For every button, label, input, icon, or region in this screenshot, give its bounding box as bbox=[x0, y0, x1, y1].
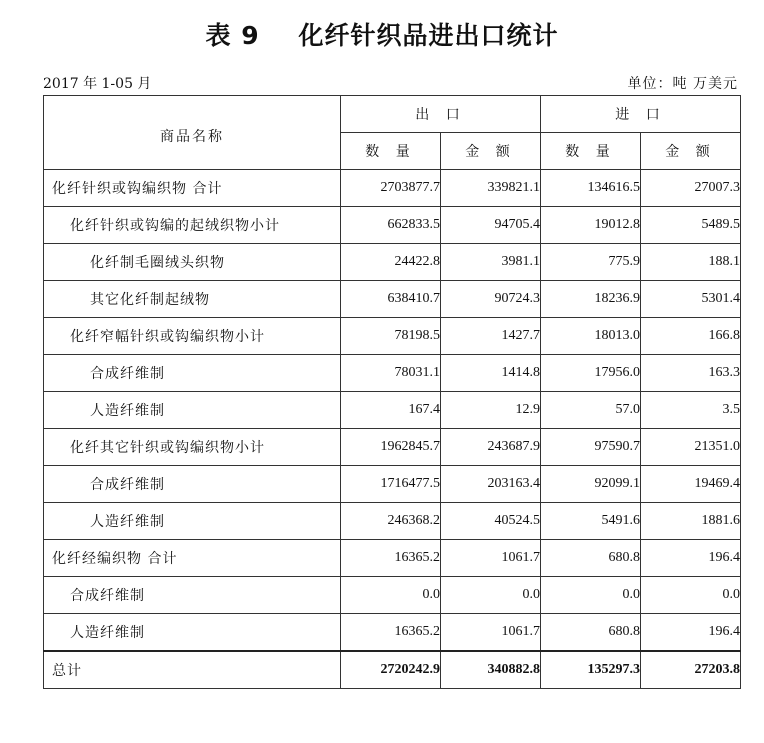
cell-export-amount: 1414.8 bbox=[441, 355, 541, 392]
header-row-groups bbox=[44, 96, 741, 133]
table-row bbox=[44, 355, 741, 392]
cell-import-amount: 27203.8 bbox=[641, 651, 741, 689]
cell-import-quantity: 135297.3 bbox=[541, 651, 641, 689]
cell-import-amount: 5489.5 bbox=[641, 207, 741, 244]
cell-import-quantity: 134616.5 bbox=[541, 170, 641, 207]
cell-import-quantity: 57.0 bbox=[541, 392, 641, 429]
cell-export-quantity: 246368.2 bbox=[341, 503, 441, 540]
cell-export-amount: 339821.1 bbox=[441, 170, 541, 207]
table-row bbox=[44, 281, 741, 318]
page-title: 表 9 化纤针织品进出口统计 bbox=[205, 21, 559, 50]
cell-import-quantity: 775.9 bbox=[541, 244, 641, 281]
cell-import-quantity: 680.8 bbox=[541, 540, 641, 577]
cell-import-amount: 188.1 bbox=[641, 244, 741, 281]
cell-import-quantity: 0.0 bbox=[541, 577, 641, 614]
row-name-cell: 化纤针织或钩编织物 合计 bbox=[44, 170, 341, 207]
table-row bbox=[44, 614, 741, 652]
cell-export-quantity: 662833.5 bbox=[341, 207, 441, 244]
row-name-cell: 化纤窄幅针织或钩编织物小计 bbox=[44, 318, 341, 355]
cell-import-quantity: 680.8 bbox=[541, 614, 641, 652]
cell-import-amount: 196.4 bbox=[641, 540, 741, 577]
cell-export-amount: 90724.3 bbox=[441, 281, 541, 318]
row-name-cell: 合成纤维制 bbox=[44, 355, 341, 392]
cell-export-quantity: 78198.5 bbox=[341, 318, 441, 355]
cell-export-quantity: 2720242.9 bbox=[341, 651, 441, 689]
table-row bbox=[44, 429, 741, 466]
column-header-name: 商品名称 bbox=[44, 96, 341, 170]
cell-import-quantity: 17956.0 bbox=[541, 355, 641, 392]
cell-import-amount: 27007.3 bbox=[641, 170, 741, 207]
column-header-import-quantity: 数 量 bbox=[541, 133, 641, 170]
column-header-import-amount: 金 额 bbox=[641, 133, 741, 170]
cell-export-quantity: 16365.2 bbox=[341, 614, 441, 652]
cell-export-quantity: 0.0 bbox=[341, 577, 441, 614]
cell-import-amount: 3.5 bbox=[641, 392, 741, 429]
cell-export-amount: 203163.4 bbox=[441, 466, 541, 503]
cell-import-amount: 166.8 bbox=[641, 318, 741, 355]
column-group-import: 进 口 bbox=[541, 96, 741, 133]
cell-import-quantity: 5491.6 bbox=[541, 503, 641, 540]
row-name-cell: 其它化纤制起绒物 bbox=[44, 281, 341, 318]
row-name-cell: 化纤针织或钩编的起绒织物小计 bbox=[44, 207, 341, 244]
column-group-export: 出 口 bbox=[341, 96, 541, 133]
cell-export-amount: 1061.7 bbox=[441, 540, 541, 577]
cell-export-quantity: 638410.7 bbox=[341, 281, 441, 318]
column-header-export-amount: 金 额 bbox=[441, 133, 541, 170]
unit-label: 单位：吨 万美元 bbox=[627, 76, 738, 92]
table-row bbox=[44, 207, 741, 244]
cell-export-quantity: 78031.1 bbox=[341, 355, 441, 392]
table-row bbox=[44, 244, 741, 281]
table-body bbox=[44, 170, 741, 689]
table-row bbox=[44, 540, 741, 577]
table-row bbox=[44, 318, 741, 355]
report-period: 2017 年 1-05 月 bbox=[43, 76, 152, 92]
cell-import-amount: 163.3 bbox=[641, 355, 741, 392]
cell-export-amount: 94705.4 bbox=[441, 207, 541, 244]
row-name-cell: 化纤其它针织或钩编织物小计 bbox=[44, 429, 341, 466]
row-name-cell: 人造纤维制 bbox=[44, 392, 341, 429]
table-row-total bbox=[44, 651, 741, 689]
cell-export-amount: 12.9 bbox=[441, 392, 541, 429]
table-row bbox=[44, 392, 741, 429]
row-name-cell: 总计 bbox=[44, 651, 341, 689]
column-header-export-quantity: 数 量 bbox=[341, 133, 441, 170]
cell-import-quantity: 19012.8 bbox=[541, 207, 641, 244]
cell-import-amount: 21351.0 bbox=[641, 429, 741, 466]
trade-statistics-table bbox=[43, 95, 741, 689]
row-name-cell: 化纤经编织物 合计 bbox=[44, 540, 341, 577]
row-name-cell: 合成纤维制 bbox=[44, 466, 341, 503]
cell-export-amount: 40524.5 bbox=[441, 503, 541, 540]
cell-export-quantity: 1716477.5 bbox=[341, 466, 441, 503]
cell-export-amount: 3981.1 bbox=[441, 244, 541, 281]
row-name-cell: 人造纤维制 bbox=[44, 614, 341, 652]
row-name-cell: 人造纤维制 bbox=[44, 503, 341, 540]
cell-import-amount: 196.4 bbox=[641, 614, 741, 652]
row-name-cell: 合成纤维制 bbox=[44, 577, 341, 614]
cell-export-amount: 243687.9 bbox=[441, 429, 541, 466]
cell-export-amount: 1061.7 bbox=[441, 614, 541, 652]
cell-export-quantity: 167.4 bbox=[341, 392, 441, 429]
cell-export-quantity: 2703877.7 bbox=[341, 170, 441, 207]
table-row bbox=[44, 503, 741, 540]
cell-export-amount: 0.0 bbox=[441, 577, 541, 614]
cell-import-quantity: 97590.7 bbox=[541, 429, 641, 466]
cell-import-quantity: 18013.0 bbox=[541, 318, 641, 355]
cell-import-amount: 19469.4 bbox=[641, 466, 741, 503]
cell-import-amount: 5301.4 bbox=[641, 281, 741, 318]
cell-export-quantity: 24422.8 bbox=[341, 244, 441, 281]
cell-import-quantity: 92099.1 bbox=[541, 466, 641, 503]
table-header bbox=[44, 96, 741, 170]
cell-import-quantity: 18236.9 bbox=[541, 281, 641, 318]
cell-export-amount: 1427.7 bbox=[441, 318, 541, 355]
table-row bbox=[44, 466, 741, 503]
table-row bbox=[44, 170, 741, 207]
cell-import-amount: 1881.6 bbox=[641, 503, 741, 540]
cell-import-amount: 0.0 bbox=[641, 577, 741, 614]
table-row bbox=[44, 577, 741, 614]
cell-export-quantity: 16365.2 bbox=[341, 540, 441, 577]
row-name-cell: 化纤制毛圈绒头织物 bbox=[44, 244, 341, 281]
cell-export-quantity: 1962845.7 bbox=[341, 429, 441, 466]
cell-export-amount: 340882.8 bbox=[441, 651, 541, 689]
